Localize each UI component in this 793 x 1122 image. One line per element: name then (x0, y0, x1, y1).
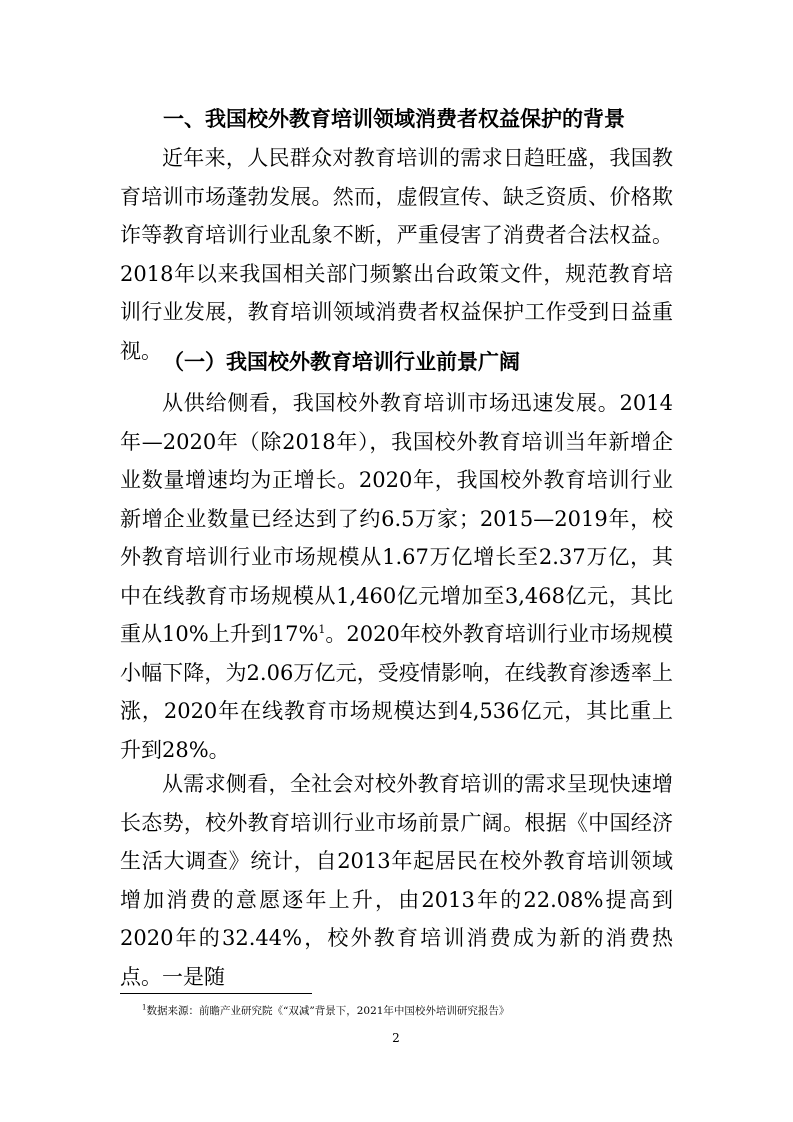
footnote (142, 1003, 509, 1019)
paragraph-background: 近年来，人民群众对教育培训的需求日趋旺盛，我国教育培训市场蓬勃发展。然而，虚假宣传、缺乏资质、价格欺诈等教育培训行业乱象不断，严重侵害了消费者合法权益。2018年以来我国相关部门频繁出台政策文件，规范教育培训行业发展，教育培训领域消费者权益保护工作受到日益重视。 (120, 146, 673, 363)
paragraph-demand-side: 从需求侧看，全社会对校外教育培训的需求呈现快速增长态势，校外教育培训行业市场前景广阔。根据《中国经济生活大调查》统计，自2013年起居民在校外教育培训领域增加消费的意愿逐年上升，由2013年的22.08%提高到2020年的32.44%，校外教育培训消费成为新的消费热点。一是随 (120, 772, 673, 989)
subsection-title: （一）我国校外教育培训行业前景广阔 (163, 350, 520, 374)
footnote-reference[interactable]: 1 (318, 623, 326, 636)
footnote-marker: 1 (142, 1003, 147, 1012)
footnote-text: 数据来源：前瞻产业研究院《“双减”背景下，2021年中国校外培训研究报告》 (146, 1005, 510, 1017)
paragraph-supply-text-b: 。2020年校外教育培训行业市场规模小幅下降，为2.06万亿元，受疫情影响，在线教育渗透率上涨，2020年在线教育市场规模达到4,536亿元，其比重上升到28%。 (120, 622, 673, 762)
page-number: 2 (392, 1031, 400, 1045)
paragraph-supply-text-a: 从供给侧看，我国校外教育培训市场迅速发展。2014年—2020年（除2018年），我国校外教育培训当年新增企业数量增速均为正增长。2020年，我国校外教育培训行业新增企业数量已经达到了约6.5万家；2015—2019年，校外教育培训行业市场规模从1.67万亿增长至2.37万亿，其中在线教育市场规模从1,460亿元增加至3,468亿元，其比重从10%上升到17% (120, 391, 673, 646)
footnote-divider (120, 993, 312, 994)
paragraph-supply-side (120, 384, 673, 769)
section-title: 一、我国校外教育培训领域消费者权益保护的背景 (163, 107, 625, 131)
